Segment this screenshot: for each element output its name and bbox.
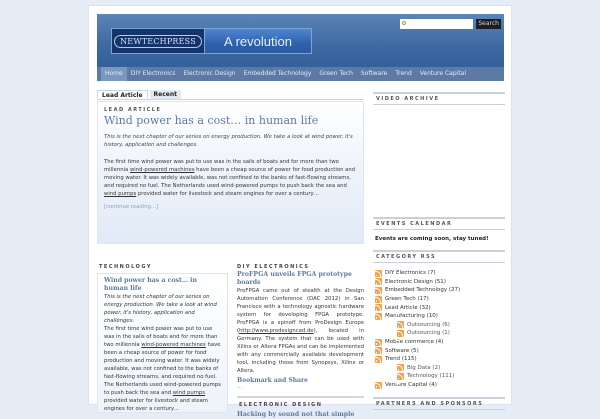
rss-item[interactable] [373,338,505,347]
rss-icon [397,364,404,371]
rss-item[interactable] [373,295,505,304]
rss-list [373,269,505,389]
rss-label: Outsourcing (6) [407,321,450,328]
rss-label: Green Tech (17) [385,296,429,303]
diy-title[interactable]: ProFPGA unveils FPGA prototype boards [237,271,352,286]
search-icon [402,21,406,25]
diy-article [235,270,366,419]
rss-item[interactable] [373,355,505,364]
link-prodesigncad[interactable]: http://www.prodesigncad.de [239,328,314,334]
rss-label: Technology (111) [407,373,455,380]
events-text: Events are coming soon, stay tuned! [375,236,489,242]
rss-label: Electronic Design (51) [385,278,446,285]
rss-icon [375,304,382,311]
link-wind-pumps[interactable]: wind pumps [172,390,205,396]
bookmark-share-link[interactable]: Bookmark and Share [237,377,308,384]
diy-electronics-section [235,264,366,419]
tagline: A revolution [205,29,311,53]
rss-icon [375,339,382,346]
sidebar [373,92,505,410]
rss-item[interactable] [373,278,505,287]
lead-body-text: provided water for livestock and steam engines for over a century… [136,191,319,197]
section-divider [237,396,364,398]
rss-icon [397,321,404,328]
diy-kicker: DIY ELECTRONICS [237,264,310,270]
link-wind-pumps[interactable]: wind pumps [104,191,137,197]
nav-item-trend[interactable]: Trend [395,70,412,77]
technology-article [97,273,228,413]
lead-body-text: have been a cheap source of power for food production and moving water. It was widely available, was not confined to the banks of fast-flowing streams, and required no fuel. The Netherlands used wind-powered pumps to push back the sea and [104,167,356,189]
lead-kicker: LEAD ARTICLE [104,107,162,113]
lead-article [97,101,364,244]
nav-item-electronic-design[interactable]: Electronic Design [183,70,236,77]
rss-label: Software (5) [385,347,419,354]
site-header [97,14,504,81]
tab-recent[interactable]: Recent [150,90,181,99]
technology-body [104,325,221,413]
rss-label: Manufacturing (10) [385,313,438,320]
diy-body [237,287,364,375]
rss-item[interactable] [373,381,505,390]
rss-item[interactable] [373,303,505,312]
electronic-design-title[interactable]: Hacking by sound not that simple [237,411,355,418]
lead-body-text: The first time wind power was put to use was in the sails of boats and for more than two millennia [104,159,339,173]
technology-body-text: The first time wind power was put to use was in the sails of boats and for more than two millennia [104,326,218,348]
link-wind-powered-machines[interactable]: wind-powered machines [129,167,195,173]
diy-body-text: ProFPGA came out of stealth at the Design Automation Conference (DAC 2012) in San Francisco with a technology agnostic hardware system for developing FPGA prototype. ProFPGA is a spinoff from ProDesign Europe ( [237,288,364,334]
technology-body-text: provided water for livestock and steam engines for over a century… [104,398,208,412]
technology-body-text: have been a cheap source of power for food production and moving water. It was widely available, was not confined to the banks of fast-flowing streams, and required no fuel. The Netherlands used wind-powered pumps to push back the sea and [104,342,221,396]
rss-icon [375,382,382,389]
nav-item-venture-capital[interactable]: Venture Capital [419,70,467,77]
search-button[interactable]: Search [478,20,499,27]
search-input[interactable] [400,19,473,29]
rss-item-sub[interactable] [373,364,505,373]
nav-item-diy-electronics[interactable]: DIY Electronics [130,70,176,77]
technology-title[interactable]: Wind power has a cost… in human life [104,277,198,292]
nav-item-embedded-technology[interactable]: Embedded Technology [243,70,312,77]
technology-subtitle: This is the next chapter of our series on energy production. We take a look at wind power, it's history, application and challenges. [104,294,217,324]
rss-label: Big Data (2) [407,364,441,371]
rss-label: Outsourcing (1) [407,330,450,337]
rss-icon [375,278,382,285]
nav-item-software[interactable]: Software [360,70,388,77]
lead-body [104,158,357,198]
diy-body-text: ), located in Germany. The system that can be used with Xilinx or Altera FPGAs and can be implemented with any commercially available development tool, including those from Synopsys, Xilinx or Altera. [237,328,364,374]
rss-label: Trend (115) [385,356,417,363]
technology-section [97,264,228,413]
lead-title[interactable]: Wind power has a cost… in human life [104,114,319,127]
site-logo[interactable] [111,28,312,54]
tab-lead-article[interactable]: Lead Article [97,90,148,99]
rss-item-sub[interactable] [373,372,505,381]
rss-item[interactable] [373,346,505,355]
technology-kicker: TECHNOLOGY [99,264,152,270]
video-archive-heading: VIDEO ARCHIVE [373,92,505,105]
rss-label: Mobile commerce (4) [385,339,444,346]
lead-subtitle: This is the next chapter of our series on energy production. We take a look at wind power, it's history, application and challenges. [104,134,353,148]
rss-label: Lead Article (32) [385,304,431,311]
main-content [97,86,364,244]
electronic-design-kicker: ELECTRONIC DESIGN [239,402,323,408]
partners-heading: PARTNERS AND SPONSORS [373,397,505,410]
rss-label: Embedded Technology (27) [385,287,461,294]
rss-icon [375,296,382,303]
rss-item-sub[interactable] [373,329,505,338]
rss-item[interactable] [373,312,505,321]
rss-icon [397,373,404,380]
rss-label: DIY Electronics (7) [385,270,436,277]
video-archive-area [373,105,505,217]
rss-label: Venture Capital (4) [385,382,437,389]
logo-left [112,29,205,53]
nav-item-home[interactable]: Home [101,67,127,81]
rss-item[interactable] [373,286,505,295]
article-tabs [97,90,364,100]
rss-item-sub[interactable] [373,321,505,330]
events-calendar-heading: EVENTS CALENDAR [373,217,505,230]
rss-icon [397,330,404,337]
rss-icon [375,287,382,294]
rss-icon [375,347,382,354]
logo-text: NEWTECHPRESS [114,35,202,48]
search-form [400,19,501,29]
diy-ellipsis: … [237,384,242,390]
rss-icon [375,313,382,320]
continue-reading-link[interactable]: [continue reading…] [104,204,159,210]
rss-icon [375,270,382,277]
category-rss-heading: CATEGORY RSS [373,250,505,263]
page-container [88,5,512,418]
main-nav [97,67,504,81]
rss-item[interactable] [373,269,505,278]
rss-icon [375,356,382,363]
nav-item-green-tech[interactable]: Green Tech [319,70,353,77]
link-wind-powered-machines[interactable]: wind-powered machines [141,342,206,348]
